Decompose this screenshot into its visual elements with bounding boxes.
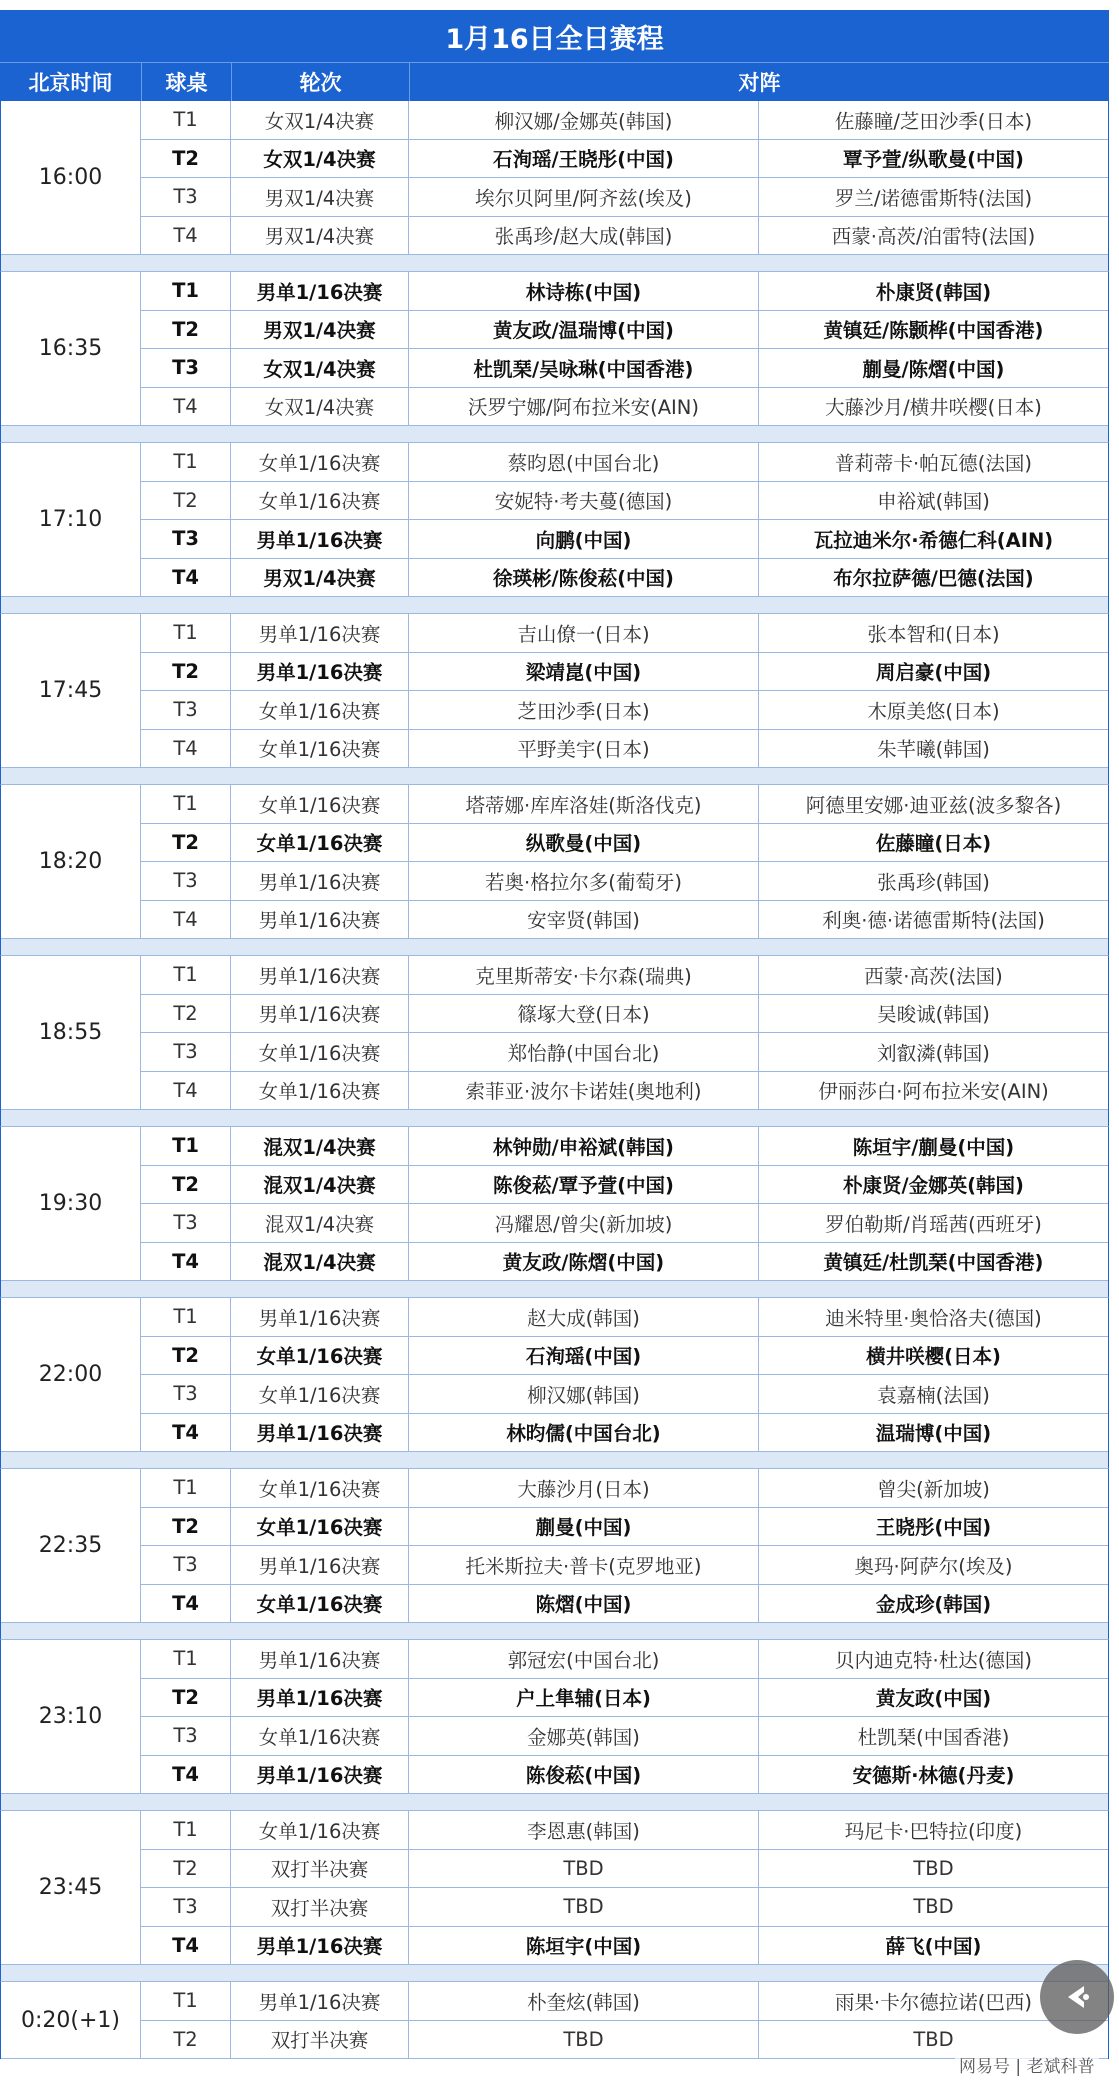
cell-player-1: 朴奎炫(韩国) bbox=[409, 1982, 759, 2020]
cell-round: 混双1/4决赛 bbox=[231, 1243, 409, 1281]
cell-round: 双打半决赛 bbox=[231, 2021, 409, 2059]
cell-round: 女单1/16决赛 bbox=[231, 1375, 409, 1413]
cell-table: T4 bbox=[141, 388, 231, 426]
time-slot bbox=[0, 785, 1109, 939]
cell-table: T2 bbox=[141, 1337, 231, 1375]
cell-table: T2 bbox=[141, 1508, 231, 1546]
cell-player-1: 柳汉娜/金娜英(韩国) bbox=[409, 101, 759, 139]
cell-player-1: 冯耀恩/曾尖(新加坡) bbox=[409, 1204, 759, 1242]
table-row bbox=[141, 956, 1108, 995]
cell-player-2: 薛飞(中国) bbox=[885, 1935, 982, 1959]
cell-table: T3 bbox=[141, 1204, 231, 1242]
cell-table: T4 bbox=[141, 901, 231, 939]
cell-player-1: 陈俊菘/覃予萱(中国) bbox=[409, 1166, 759, 1204]
cell-round: 混双1/4决赛 bbox=[231, 1127, 409, 1165]
cell-player-2: 贝内迪克特·杜达(德国) bbox=[835, 1648, 1032, 1672]
cell-round: 女单1/16决赛 bbox=[231, 691, 409, 729]
cell-player-1: 大藤沙月(日本) bbox=[409, 1469, 759, 1507]
time-slot bbox=[0, 1127, 1109, 1281]
cell-player-2: 张禹珍(韩国) bbox=[877, 870, 990, 894]
cell-player-2: 覃予萱/纵歌曼(中国) bbox=[843, 148, 1024, 172]
table-row bbox=[141, 482, 1108, 521]
slot-time: 16:00 bbox=[1, 101, 141, 255]
time-slot bbox=[0, 272, 1109, 426]
cell-table: T1 bbox=[141, 1127, 231, 1165]
cell-player-1: 黄友政/温瑞博(中国) bbox=[409, 311, 759, 349]
slot-divider bbox=[0, 255, 1109, 272]
cell-player-1: 林昀儒(中国台北) bbox=[409, 1414, 759, 1452]
cell-round: 女单1/16决赛 bbox=[231, 443, 409, 481]
cell-round: 男单1/16决赛 bbox=[231, 614, 409, 652]
cell-table: T3 bbox=[141, 691, 231, 729]
cell-player-1: 林诗栋(中国) bbox=[409, 272, 759, 310]
cell-player-2: 利奥·德·诺德雷斯特(法国) bbox=[822, 909, 1045, 933]
cell-player-1: 赵大成(韩国) bbox=[409, 1298, 759, 1336]
cell-table: T1 bbox=[141, 1982, 231, 2020]
cell-player-1: 吉山僚一(日本) bbox=[409, 614, 759, 652]
cell-player-2: 蒯曼/陈熠(中国) bbox=[862, 357, 1005, 381]
table-row bbox=[141, 1469, 1108, 1508]
cell-player-1: 石洵瑶/王晓彤(中国) bbox=[409, 140, 759, 178]
cell-table: T2 bbox=[141, 995, 231, 1033]
schedule-table bbox=[0, 10, 1109, 2059]
cell-round: 混双1/4决赛 bbox=[231, 1166, 409, 1204]
cell-round: 男单1/16决赛 bbox=[231, 995, 409, 1033]
slot-divider bbox=[0, 768, 1109, 785]
table-row bbox=[141, 1127, 1108, 1166]
cell-round: 女单1/16决赛 bbox=[231, 824, 409, 862]
cell-player-1: 梁靖崑(中国) bbox=[409, 653, 759, 691]
table-header bbox=[0, 62, 1109, 101]
cell-player-1: 郑怡静(中国台北) bbox=[409, 1033, 759, 1071]
cell-player-2: 布尔拉萨德/巴德(法国) bbox=[833, 567, 1034, 591]
table-row bbox=[141, 1546, 1108, 1585]
cell-player-1: 篠塚大登(日本) bbox=[409, 995, 759, 1033]
cell-round: 男双1/4决赛 bbox=[231, 217, 409, 255]
cell-player-2: 黄友政(中国) bbox=[875, 1687, 992, 1711]
cell-round: 男双1/4决赛 bbox=[231, 559, 409, 597]
cell-player-2: 温瑞博(中国) bbox=[875, 1422, 992, 1446]
cell-table: T2 bbox=[141, 1850, 231, 1888]
cell-table: T4 bbox=[141, 1414, 231, 1452]
time-slot bbox=[0, 614, 1109, 768]
cell-player-1: 蒯曼(中国) bbox=[409, 1508, 759, 1546]
cell-round: 男单1/16决赛 bbox=[231, 956, 409, 994]
cell-player-1: 托米斯拉夫·普卡(克罗地亚) bbox=[409, 1546, 759, 1584]
slot-divider bbox=[0, 597, 1109, 614]
time-slot bbox=[0, 1640, 1109, 1794]
table-row bbox=[141, 140, 1108, 179]
slot-time: 18:20 bbox=[1, 785, 141, 939]
cell-player-2: 王晓彤(中国) bbox=[875, 1516, 992, 1540]
cell-round: 男单1/16决赛 bbox=[231, 1546, 409, 1584]
cell-round: 女双1/4决赛 bbox=[231, 101, 409, 139]
cell-player-2: 西蒙·高茨(法国) bbox=[864, 964, 1003, 988]
cell-table: T2 bbox=[141, 311, 231, 349]
cell-player-2: TBD bbox=[913, 1856, 954, 1880]
header-match: 对阵 bbox=[738, 71, 781, 95]
cell-table: T1 bbox=[141, 956, 231, 994]
table-row bbox=[141, 785, 1108, 824]
cell-player-2: 杜凯琹(中国香港) bbox=[857, 1725, 1010, 1749]
cell-round: 女双1/4决赛 bbox=[231, 140, 409, 178]
header-table: 球桌 bbox=[142, 63, 232, 101]
slot-divider bbox=[0, 1110, 1109, 1127]
cell-table: T2 bbox=[141, 2021, 231, 2059]
cell-player-1: 纵歌曼(中国) bbox=[409, 824, 759, 862]
cell-player-2: 罗伯勒斯/肖瑶茜(西班牙) bbox=[825, 1212, 1042, 1236]
cell-table: T4 bbox=[141, 1243, 231, 1281]
cell-player-1: 索菲亚·波尔卡诺娃(奥地利) bbox=[409, 1072, 759, 1110]
table-row bbox=[141, 1811, 1108, 1850]
cell-player-2: 木原美悠(日本) bbox=[867, 699, 1000, 723]
cell-player-2: 佐藤瞳/芝田沙季(日本) bbox=[834, 109, 1033, 133]
cell-table: T3 bbox=[141, 349, 231, 387]
slot-time: 23:10 bbox=[1, 1640, 141, 1794]
cell-player-2: 雨果·卡尔德拉诺(巴西) bbox=[835, 1990, 1032, 2014]
cell-player-2: TBD bbox=[913, 1895, 954, 1919]
table-row bbox=[141, 443, 1108, 482]
cell-table: T2 bbox=[141, 1166, 231, 1204]
table-row bbox=[141, 1927, 1108, 1966]
cell-player-2: 吴晙诚(韩国) bbox=[877, 1003, 990, 1027]
cell-round: 男双1/4决赛 bbox=[231, 311, 409, 349]
cell-player-1: TBD bbox=[409, 2021, 759, 2059]
header-round: 轮次 bbox=[232, 63, 410, 101]
cell-table: T3 bbox=[141, 1888, 231, 1926]
cell-round: 女单1/16决赛 bbox=[231, 785, 409, 823]
cell-table: T1 bbox=[141, 272, 231, 310]
table-row bbox=[141, 1888, 1108, 1927]
cell-player-2: 罗兰/诺德雷斯特(法国) bbox=[834, 186, 1033, 210]
cell-table: T3 bbox=[141, 520, 231, 558]
cell-player-1: 石洵瑶(中国) bbox=[409, 1337, 759, 1375]
cell-table: T1 bbox=[141, 614, 231, 652]
cell-round: 双打半决赛 bbox=[231, 1888, 409, 1926]
cell-player-1: 埃尔贝阿里/阿齐兹(埃及) bbox=[409, 178, 759, 216]
table-row bbox=[141, 691, 1108, 730]
cell-round: 女单1/16决赛 bbox=[231, 482, 409, 520]
table-row bbox=[141, 1756, 1108, 1795]
cell-player-1: 户上隼辅(日本) bbox=[409, 1679, 759, 1717]
cell-round: 男单1/16决赛 bbox=[231, 653, 409, 691]
cell-player-2: 普莉蒂卡·帕瓦德(法国) bbox=[835, 451, 1032, 475]
table-row bbox=[141, 1414, 1108, 1453]
share-icon bbox=[1060, 1980, 1094, 2014]
cell-round: 女单1/16决赛 bbox=[231, 1717, 409, 1755]
table-row bbox=[141, 1982, 1108, 2021]
cell-player-1: 若奥·格拉尔多(葡萄牙) bbox=[409, 862, 759, 900]
table-row bbox=[141, 1508, 1108, 1547]
table-row bbox=[141, 862, 1108, 901]
table-row bbox=[141, 614, 1108, 653]
table-row bbox=[141, 178, 1108, 217]
slot-divider bbox=[0, 939, 1109, 956]
cell-round: 女单1/16决赛 bbox=[231, 1585, 409, 1623]
cell-table: T3 bbox=[141, 1033, 231, 1071]
time-slot bbox=[0, 101, 1109, 255]
cell-player-2: 奥玛·阿萨尔(埃及) bbox=[854, 1554, 1013, 1578]
cell-table: T1 bbox=[141, 1811, 231, 1849]
cell-player-1: 沃罗宁娜/阿布拉米安(AIN) bbox=[409, 388, 759, 426]
slot-time: 17:10 bbox=[1, 443, 141, 597]
cell-round: 双打半决赛 bbox=[231, 1850, 409, 1888]
cell-round: 男单1/16决赛 bbox=[231, 1679, 409, 1717]
cell-player-2: 朴康贤/金娜英(韩国) bbox=[843, 1174, 1024, 1198]
cell-table: T2 bbox=[141, 1679, 231, 1717]
table-row bbox=[141, 1033, 1108, 1072]
cell-round: 男单1/16决赛 bbox=[231, 1927, 409, 1965]
time-slot bbox=[0, 1298, 1109, 1452]
cell-player-1: 柳汉娜(韩国) bbox=[409, 1375, 759, 1413]
cell-player-1: 安妮特·考夫蔓(德国) bbox=[409, 482, 759, 520]
cell-player-1: 向鹏(中国) bbox=[409, 520, 759, 558]
slot-divider bbox=[0, 1623, 1109, 1640]
slot-time: 23:45 bbox=[1, 1811, 141, 1965]
cell-table: T1 bbox=[141, 443, 231, 481]
cell-player-1: 李恩惠(韩国) bbox=[409, 1811, 759, 1849]
cell-round: 男单1/16决赛 bbox=[231, 862, 409, 900]
time-slot bbox=[0, 1811, 1109, 1965]
cell-player-2: 陈垣宇/蒯曼(中国) bbox=[852, 1135, 1015, 1159]
cell-table: T1 bbox=[141, 1640, 231, 1678]
cell-player-2: 瓦拉迪米尔·希德仁科(AIN) bbox=[813, 528, 1054, 552]
cell-round: 女单1/16决赛 bbox=[231, 1508, 409, 1546]
cell-table: T3 bbox=[141, 1717, 231, 1755]
cell-table: T1 bbox=[141, 1469, 231, 1507]
share-button[interactable] bbox=[1040, 1960, 1114, 2034]
slot-time: 17:45 bbox=[1, 614, 141, 768]
table-row bbox=[141, 217, 1108, 256]
cell-player-2: 刘叡潾(韩国) bbox=[877, 1041, 990, 1065]
table-row bbox=[141, 520, 1108, 559]
cell-round: 女单1/16决赛 bbox=[231, 1033, 409, 1071]
cell-player-1: 陈熠(中国) bbox=[409, 1585, 759, 1623]
table-row bbox=[141, 101, 1108, 140]
cell-round: 男单1/16决赛 bbox=[231, 1756, 409, 1794]
cell-round: 男单1/16决赛 bbox=[231, 1298, 409, 1336]
cell-round: 男单1/16决赛 bbox=[231, 901, 409, 939]
slot-divider bbox=[0, 1281, 1109, 1298]
cell-player-2: 阿德里安娜·迪亚兹(波多黎各) bbox=[805, 793, 1062, 817]
schedule-body bbox=[0, 101, 1109, 2059]
cell-round: 男单1/16决赛 bbox=[231, 1414, 409, 1452]
watermark: 网易号 | 老斌科普 bbox=[955, 2052, 1099, 2077]
cell-player-2: 玛尼卡·巴特拉(印度) bbox=[844, 1819, 1023, 1843]
table-row bbox=[141, 1072, 1108, 1111]
cell-player-1: 金娜英(韩国) bbox=[409, 1717, 759, 1755]
table-row bbox=[141, 730, 1108, 769]
cell-player-2: 周启豪(中国) bbox=[875, 661, 992, 685]
cell-round: 女单1/16决赛 bbox=[231, 1469, 409, 1507]
table-row bbox=[141, 824, 1108, 863]
cell-player-1: TBD bbox=[409, 1888, 759, 1926]
cell-table: T3 bbox=[141, 862, 231, 900]
header-time: 北京时间 bbox=[0, 63, 142, 101]
slot-divider bbox=[0, 1794, 1109, 1811]
table-row bbox=[141, 1585, 1108, 1624]
cell-player-1: 芝田沙季(日本) bbox=[409, 691, 759, 729]
cell-player-1: 陈垣宇(中国) bbox=[409, 1927, 759, 1965]
cell-round: 男单1/16决赛 bbox=[231, 1982, 409, 2020]
table-row bbox=[141, 1337, 1108, 1376]
table-row bbox=[141, 1640, 1108, 1679]
cell-table: T2 bbox=[141, 824, 231, 862]
cell-table: T1 bbox=[141, 785, 231, 823]
cell-player-1: 林钟勋/申裕斌(韩国) bbox=[409, 1127, 759, 1165]
cell-round: 混双1/4决赛 bbox=[231, 1204, 409, 1242]
table-row bbox=[141, 1717, 1108, 1756]
cell-player-2: 佐藤瞳(日本) bbox=[875, 832, 992, 856]
cell-table: T4 bbox=[141, 730, 231, 768]
slot-time: 16:35 bbox=[1, 272, 141, 426]
cell-player-2: TBD bbox=[913, 2027, 954, 2051]
cell-round: 女双1/4决赛 bbox=[231, 388, 409, 426]
cell-player-1: 平野美宇(日本) bbox=[409, 730, 759, 768]
slot-time: 22:35 bbox=[1, 1469, 141, 1623]
cell-table: T2 bbox=[141, 140, 231, 178]
cell-table: T4 bbox=[141, 1756, 231, 1794]
cell-player-2: 横井咲樱(日本) bbox=[866, 1345, 1001, 1369]
cell-table: T2 bbox=[141, 482, 231, 520]
cell-player-1: 徐瑛彬/陈俊菘(中国) bbox=[409, 559, 759, 597]
cell-table: T4 bbox=[141, 217, 231, 255]
cell-player-2: 朱芊曦(韩国) bbox=[877, 738, 990, 762]
cell-round: 女单1/16决赛 bbox=[231, 730, 409, 768]
cell-table: T2 bbox=[141, 653, 231, 691]
cell-table: T4 bbox=[141, 1927, 231, 1965]
cell-player-2: 安德斯·林德(丹麦) bbox=[852, 1764, 1015, 1788]
time-slot bbox=[0, 443, 1109, 597]
cell-round: 女单1/16决赛 bbox=[231, 1337, 409, 1375]
cell-player-1: 张禹珍/赵大成(韩国) bbox=[409, 217, 759, 255]
table-row bbox=[141, 1679, 1108, 1718]
slot-time: 0:20(+1) bbox=[1, 1982, 141, 2059]
cell-player-2: 大藤沙月/横井咲樱(日本) bbox=[825, 396, 1042, 420]
cell-player-2: 金成珍(韩国) bbox=[875, 1593, 992, 1617]
cell-player-1: TBD bbox=[409, 1850, 759, 1888]
table-row bbox=[141, 1375, 1108, 1414]
table-row bbox=[141, 1298, 1108, 1337]
slot-time: 19:30 bbox=[1, 1127, 141, 1281]
slot-time: 18:55 bbox=[1, 956, 141, 1110]
cell-table: T3 bbox=[141, 1546, 231, 1584]
table-row bbox=[141, 311, 1108, 350]
cell-round: 女单1/16决赛 bbox=[231, 1811, 409, 1849]
time-slot bbox=[0, 956, 1109, 1110]
cell-player-2: 朴康贤(韩国) bbox=[875, 280, 992, 304]
cell-round: 女双1/4决赛 bbox=[231, 349, 409, 387]
table-row bbox=[141, 653, 1108, 692]
cell-player-2: 曾尖(新加坡) bbox=[877, 1477, 990, 1501]
cell-player-2: 黄镇廷/杜凯琹(中国香港) bbox=[823, 1251, 1044, 1275]
cell-round: 男双1/4决赛 bbox=[231, 178, 409, 216]
cell-round: 女单1/16决赛 bbox=[231, 1072, 409, 1110]
slot-divider bbox=[0, 426, 1109, 443]
slot-time: 22:00 bbox=[1, 1298, 141, 1452]
cell-round: 男单1/16决赛 bbox=[231, 272, 409, 310]
cell-round: 男单1/16决赛 bbox=[231, 1640, 409, 1678]
slot-divider bbox=[0, 1452, 1109, 1469]
table-row bbox=[141, 349, 1108, 388]
cell-player-1: 塔蒂娜·库库洛娃(斯洛伐克) bbox=[409, 785, 759, 823]
table-row bbox=[141, 901, 1108, 940]
cell-player-1: 安宰贤(韩国) bbox=[409, 901, 759, 939]
slot-divider bbox=[0, 1965, 1109, 1982]
cell-player-2: 迪米特里·奥恰洛夫(德国) bbox=[825, 1306, 1042, 1330]
table-row bbox=[141, 559, 1108, 598]
table-row bbox=[141, 1243, 1108, 1282]
table-row bbox=[141, 995, 1108, 1034]
cell-table: T1 bbox=[141, 101, 231, 139]
cell-player-1: 黄友政/陈熠(中国) bbox=[409, 1243, 759, 1281]
cell-table: T3 bbox=[141, 178, 231, 216]
cell-player-1: 克里斯蒂安·卡尔森(瑞典) bbox=[409, 956, 759, 994]
cell-table: T4 bbox=[141, 559, 231, 597]
cell-player-2: 西蒙·高茨/泊雷特(法国) bbox=[831, 225, 1036, 249]
cell-round: 男单1/16决赛 bbox=[231, 520, 409, 558]
table-row bbox=[141, 1204, 1108, 1243]
table-row bbox=[141, 388, 1108, 427]
cell-player-1: 蔡昀恩(中国台北) bbox=[409, 443, 759, 481]
cell-player-2: 张本智和(日本) bbox=[867, 622, 1000, 646]
time-slot bbox=[0, 1469, 1109, 1623]
cell-table: T4 bbox=[141, 1072, 231, 1110]
cell-player-1: 郭冠宏(中国台北) bbox=[409, 1640, 759, 1678]
schedule-title: 1月16日全日赛程 bbox=[0, 10, 1109, 62]
table-row bbox=[141, 1850, 1108, 1889]
table-row bbox=[141, 1166, 1108, 1205]
cell-player-1: 陈俊菘(中国) bbox=[409, 1756, 759, 1794]
cell-table: T1 bbox=[141, 1298, 231, 1336]
cell-table: T4 bbox=[141, 1585, 231, 1623]
table-row bbox=[141, 272, 1108, 311]
cell-player-2: 黄镇廷/陈颢桦(中国香港) bbox=[823, 319, 1044, 343]
cell-player-2: 伊丽莎白·阿布拉米安(AIN) bbox=[818, 1080, 1049, 1104]
cell-table: T3 bbox=[141, 1375, 231, 1413]
cell-player-1: 杜凯琹/吴咏琳(中国香港) bbox=[409, 349, 759, 387]
cell-player-2: 申裕斌(韩国) bbox=[877, 490, 990, 514]
cell-player-2: 袁嘉楠(法国) bbox=[877, 1383, 990, 1407]
time-slot bbox=[0, 1982, 1109, 2059]
